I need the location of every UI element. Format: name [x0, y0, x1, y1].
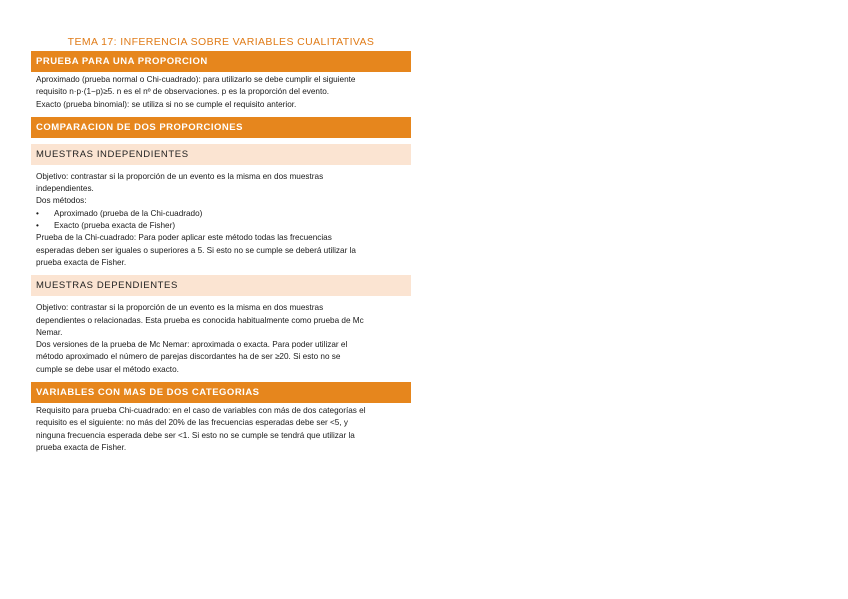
section-heading-comparacion: COMPARACION DE DOS PROPORCIONES	[31, 117, 411, 138]
text-line: Aproximado (prueba normal o Chi-cuadrado): para utilizarlo se debe cumplir el siguiente	[36, 75, 356, 84]
dependientes-text	[31, 296, 411, 376]
text-line: independientes.	[36, 184, 94, 194]
text-line: dependientes o relacionadas. Esta prueba es conocida habitualmente como prueba de Mc	[36, 315, 364, 325]
list-item-text: Aproximado (prueba de la Chi-cuadrado)	[54, 208, 203, 218]
text-line: método aproximado el número de parejas discordantes ha de ser ≥20. Si esto no se	[36, 352, 341, 362]
document-title: TEMA 17: INFERENCIA SOBRE VARIABLES CUALITATIVAS	[67, 36, 375, 48]
text-line: requisito n·p·(1−p)≥5. n es el nº de observaciones. p es la proporción del evento.	[36, 87, 330, 97]
text-line: esperadas deben ser iguales o superiores a 5. Si esto no se cumple se deberá utilizar la	[36, 245, 356, 255]
text-line: Nemar.	[36, 327, 63, 337]
document-page	[31, 34, 411, 454]
text-line: cumple se debe usar el método exacto.	[36, 364, 179, 374]
list-item	[36, 220, 408, 232]
text-line: Objetivo: contrastar si la proporción de un evento es la misma en dos muestras	[36, 171, 324, 181]
text-line: Dos versiones de la prueba de Mc Nemar: aproximada o exacta. Para poder utilizar el	[36, 340, 348, 350]
independientes-text	[31, 165, 411, 269]
text-line: Dos métodos:	[36, 196, 87, 206]
bullet-icon: •	[36, 221, 39, 231]
text-line: Requisito para prueba Chi-cuadrado: en el caso de variables con más de dos categorías el	[36, 406, 366, 416]
text-line: Prueba de la Chi-cuadrado: Para poder aplicar este método todas las frecuencias	[36, 233, 332, 243]
section-heading-categorias: VARIABLES CON MAS DE DOS CATEGORIAS	[31, 382, 411, 403]
text-line: prueba exacta de Fisher.	[36, 442, 127, 452]
list-item-text: Exacto (prueba exacta de Fisher)	[54, 221, 176, 231]
text-line: Objetivo: contrastar si la proporción de un evento es la misma en dos muestras	[36, 303, 324, 313]
text-line: ninguna frecuencia esperada debe ser <1. Si esto no se cumple se tendrá que utilizar la	[36, 430, 355, 440]
subsection-heading-independientes: MUESTRAS INDEPENDIENTES	[31, 144, 411, 165]
subsection-heading-dependientes: MUESTRAS DEPENDIENTES	[31, 275, 411, 296]
text-line: requisito es el siguiente: no más del 20% de las frecuencias esperadas debe ser <5, y	[36, 418, 348, 428]
proporcion-text	[31, 72, 411, 111]
text-line: prueba exacta de Fisher.	[36, 257, 127, 267]
list-item	[36, 208, 408, 220]
categorias-text	[31, 403, 411, 454]
bullet-icon: •	[36, 208, 39, 218]
text-line: Exacto (prueba binomial): se utiliza si no se cumple el requisito anterior.	[36, 99, 297, 109]
section-heading-proporcion: PRUEBA PARA UNA PROPORCION	[31, 51, 411, 72]
